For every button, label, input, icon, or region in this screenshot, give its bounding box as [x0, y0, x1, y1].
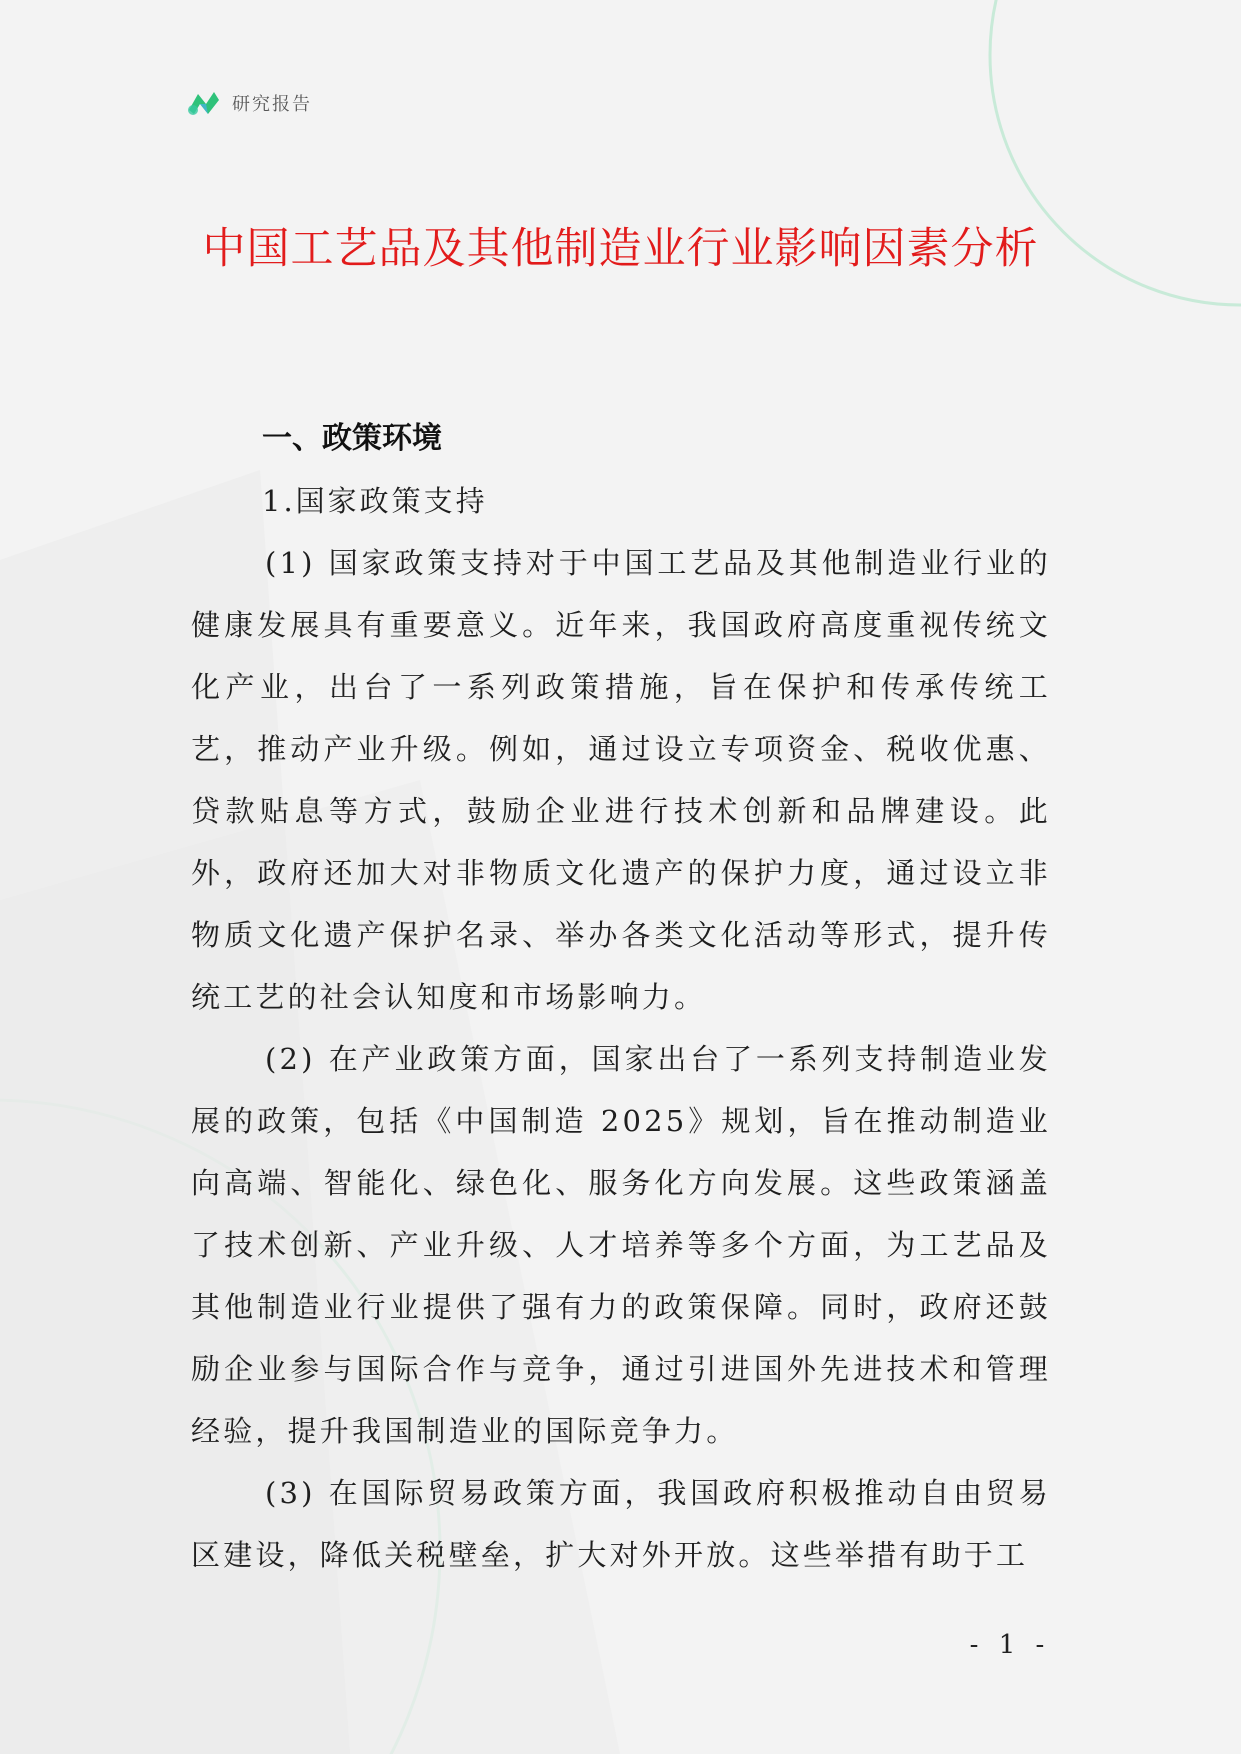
section-heading: 一、政策环境: [262, 421, 442, 456]
page-number: - 1 -: [969, 1630, 1051, 1660]
subsection-heading: 1.国家政策支持: [262, 484, 488, 518]
page-header: [186, 88, 312, 118]
document-body: [191, 408, 1051, 1586]
document-title: 中国工艺品及其他制造业行业影响因素分析: [202, 224, 1039, 274]
paragraph: (1) 国家政策支持对于中国工艺品及其他制造业行业的健康发展具有重要意义。近年来，我国政府高度重视传统文化产业，出台了一系列政策措施，旨在保护和传承传统工艺，推动产业升级。例如，通过设立专项资金、税收优惠、贷款贴息等方式，鼓励企业进行技术创新和品牌建设。此外，政府还加大对非物质文化遗产的保护力度，通过设立非物质文化遗产保护名录、举办各类文化活动等形式，提升传统工艺的社会认知度和市场影响力。: [191, 546, 1051, 1014]
brand-text: 研究报告: [232, 94, 312, 115]
paragraph: (3) 在国际贸易政策方面，我国政府积极推动自由贸易区建设，降低关税壁垒，扩大对外开放。这些举措有助于工: [191, 1476, 1051, 1572]
paragraph: (2) 在产业政策方面，国家出台了一系列支持制造业发展的政策，包括《中国制造 2025》规划，旨在推动制造业向高端、智能化、绿色化、服务化方向发展。这些政策涵盖了技术创新、产业升级、人才培养等多个方面，为工艺品及其他制造业行业提供了强有力的政策保障。同时，政府还鼓励企业参与国际合作与竞争，通过引进国外先进技术和管理经验，提升我国制造业的国际竞争力。: [191, 1042, 1051, 1448]
brand-logo-icon: [186, 88, 222, 118]
